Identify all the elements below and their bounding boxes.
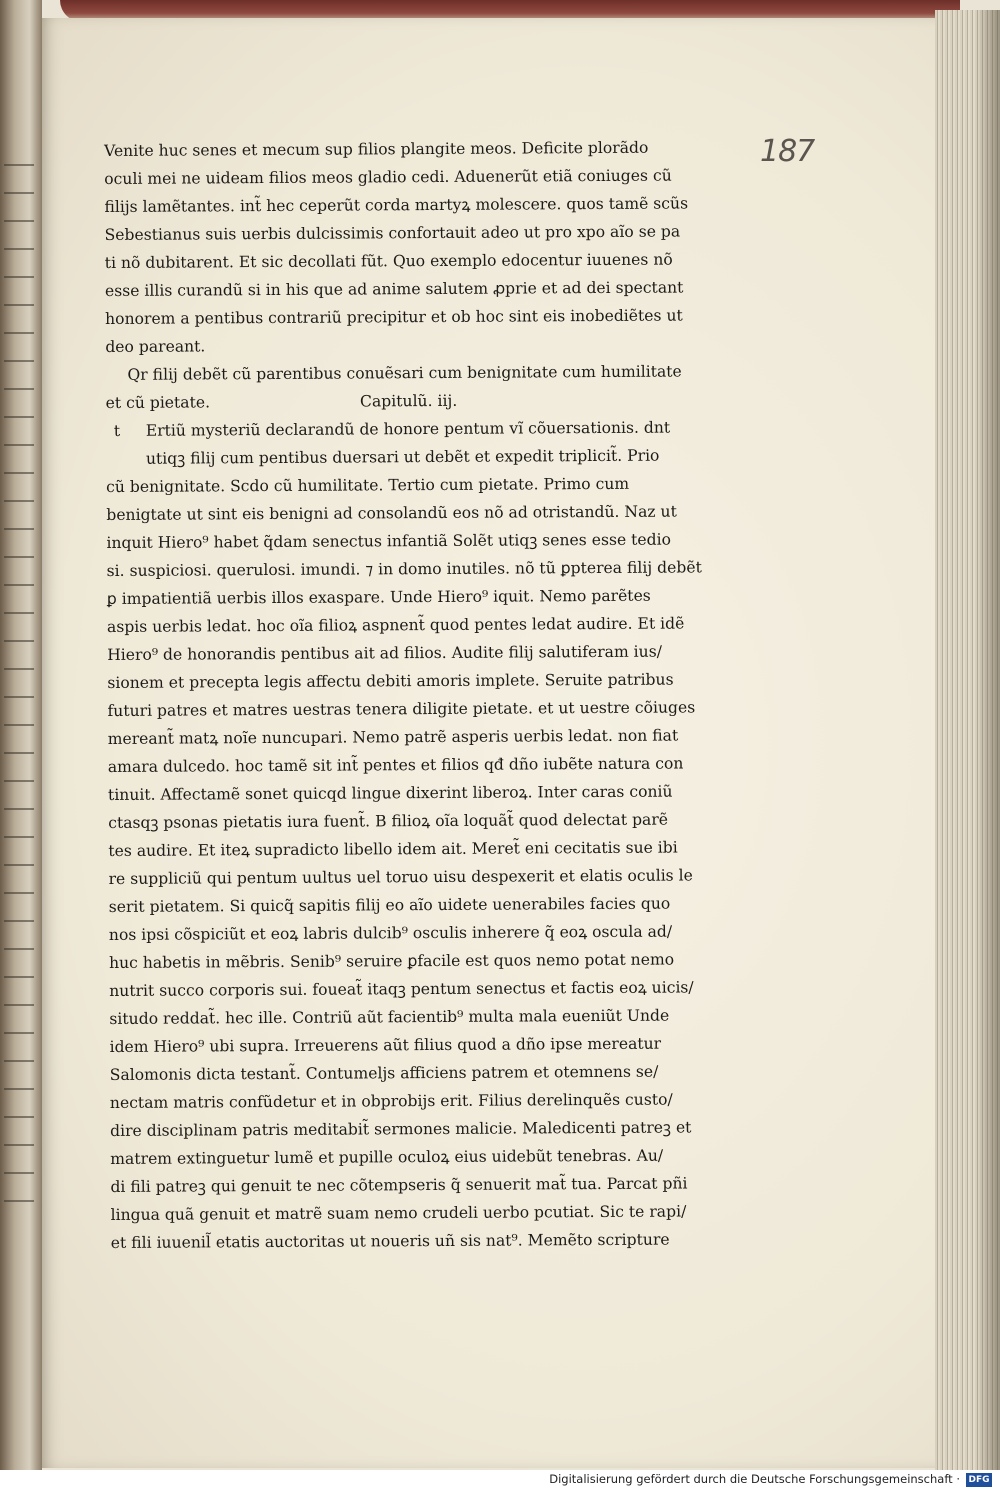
text-line: inquit Hiero⁹ habet q̃dam senectus infantiã Solẽt utiqꝫ senes esse tedio xyxy=(106,530,672,552)
text-line: et fili iuuenil̃ etatis auctoritas ut noueris uñ sis nat⁹. Memẽto scripture xyxy=(110,1230,670,1252)
text-line: huc habetis in mẽbris. Senib⁹ seruire ꝑfacile est quos nemo potat nemo xyxy=(108,950,675,972)
text-line: utiqꝫ filij cum pentibus duersari ut debẽt et expedit triplicit̃. Prio xyxy=(145,446,660,468)
left-page-bleed-text xyxy=(4,150,34,1210)
left-page-edge xyxy=(0,0,42,1470)
text-line: aspis uerbis ledat. hoc oĩa filioꝝ aspnent̃ quod pentes ledat audire. Et idẽ xyxy=(106,614,685,636)
text-line: ctasqꝫ psonas pietatis iura fuent̃. B filioꝝ oĩa loquãt̃ quod delectat parẽ xyxy=(108,810,669,832)
chapter-label: Capitulũ. iij. xyxy=(359,391,458,411)
text-line: Salomonis dicta testant̃. Contumeljs afficiens patrem et otemnens se/ xyxy=(109,1062,659,1084)
text-line: nectam matris confũdetur et in obprobijs erit. Filius derelinquẽs custo/ xyxy=(109,1090,673,1112)
text-line: nutrit succo corporis sui. foueat̃ itaqꝫ pentum senectus et factis eoꝝ uicis/ xyxy=(109,978,694,1000)
text-line: filijs lamẽtantes. int̃ hec ceperũt corda martyꝝ molescere. quos tamẽ scũs xyxy=(104,194,689,216)
footer-bar xyxy=(0,1470,1000,1491)
text-line: mereant̃ matꝝ noĩe nuncupari. Nemo patrẽ asperis uerbis ledat. non fiat xyxy=(107,726,679,748)
text-line: honorem a pentibus contrariũ precipitur et ob hoc sint eis inobediẽtes ut xyxy=(105,306,683,328)
text-line: ꝑ impatientiã uerbis illos exaspare. Unde Hiero⁹ iquit. Nemo parẽtes xyxy=(106,586,651,608)
text-line: benigtate ut sint eis benigni ad consolandũ eos nõ ad otristandũ. Naz ut xyxy=(106,502,677,524)
text-line: situdo reddat̃. hec ille. Contriũ aũt facientib⁹ multa mala eueniũt Unde xyxy=(109,1006,670,1028)
text-line: oculi mei ne uideam filios meos gladio cedi. Aduenerũt etiã coniuges cũ xyxy=(104,166,672,188)
text-line: di fili patreꝫ qui genuit te nec cõtempseris q̃ senuerit mat̃ tua. Parcat pñi xyxy=(110,1174,688,1196)
text-block xyxy=(104,133,751,1257)
footer-credit-text: Digitalisierung gefördert durch die Deutsche Forschungsgemeinschaft · xyxy=(549,1472,960,1486)
text-line: esse illis curandũ si in his que ad anime salutem ꝓprie et ad dei spectant xyxy=(104,278,684,300)
text-line: ti nõ dubitarent. Et sic decollati fũt. Quo exemplo edocentur iuuenes nõ xyxy=(104,250,673,272)
text-line: sionem et precepta legis affectu debiti amoris implete. Seruite patribus xyxy=(107,670,674,692)
text-line: Sebestianus suis uerbis dulcissimis confortauit adeo ut pro xpo aĩo se pa xyxy=(104,222,681,244)
text-line: re suppliciũ qui pentum uultus uel toruo uisu despexerit et elatis oculis le xyxy=(108,866,693,888)
chapter-first-line xyxy=(106,413,746,445)
chapter-heading-line-2 xyxy=(106,385,746,417)
text-line: nos ipsi cõspiciũt et eoꝝ labris dulcib⁹ osculis inherere q̃ eoꝝ oscula ad/ xyxy=(108,922,673,944)
chapter-heading-text: et cũ pietate. xyxy=(105,393,211,412)
dfg-logo: DFG xyxy=(966,1473,992,1487)
chapter-heading-line-1: Qr filij debẽt cũ parentibus conuẽsari cum benignitate cum humilitate xyxy=(127,362,682,384)
text-line: amara dulcedo. hoc tamẽ sit int̃ pentes et filios qđ dño iubẽte natura con xyxy=(107,754,684,776)
text-line: lingua quã genuit et matrẽ suam nemo crudeli uerbo pcutiat. Sic te rapi/ xyxy=(110,1202,687,1224)
text-line: Ertiũ mysteriũ declarandũ de honore pentum vĩ cõuersationis. dnt xyxy=(145,418,671,440)
text-line: Hiero⁹ de honorandis pentibus ait ad filios. Audite filij salutiferam ius/ xyxy=(107,642,663,664)
text-line: tinuit. Affectamẽ sonet quicqd lingue dixerint liberoꝝ. Inter caras coniũ xyxy=(107,782,673,804)
fore-edge-shadow xyxy=(975,10,1000,1470)
text-line: futuri patres et matres uestras tenera diligite pietate. et ut uestre cõiuges xyxy=(107,698,696,720)
text-line: deo pareant. xyxy=(105,337,206,356)
text-line: cũ benignitate. Scdo cũ humilitate. Tertio cum pietate. Primo cum xyxy=(106,474,630,496)
guide-letter: t xyxy=(113,421,121,440)
folio-number: 187 xyxy=(760,134,815,169)
text-line: dire disciplinam patris meditabit̃ sermones malicie. Maledicenti patreꝫ et xyxy=(110,1118,692,1140)
text-line: tes audire. Et iteꝝ supradicto libello idem ait. Meret̃ eni cecitatis sue ibi xyxy=(108,838,678,860)
text-line: idem Hiero⁹ ubi supra. Irreuerens aũt filius quod a dño ipse mereatur xyxy=(109,1034,662,1056)
text-line: serit pietatem. Si quicq̃ sapitis filij eo aĩo uidete uenerabiles facies quo xyxy=(108,894,671,916)
text-line: si. suspiciosi. querulosi. imundi. ⁊ in domo inutiles. nõ tũ ꝑpterea filij debẽt xyxy=(106,558,702,580)
text-line: matrem extinguetur lumẽ et pupille oculoꝝ eius uidebũt tenebras. Au/ xyxy=(110,1146,664,1168)
text-line: Venite huc senes et mecum sup filios plangite meos. Deficite plorãdo xyxy=(104,138,649,160)
